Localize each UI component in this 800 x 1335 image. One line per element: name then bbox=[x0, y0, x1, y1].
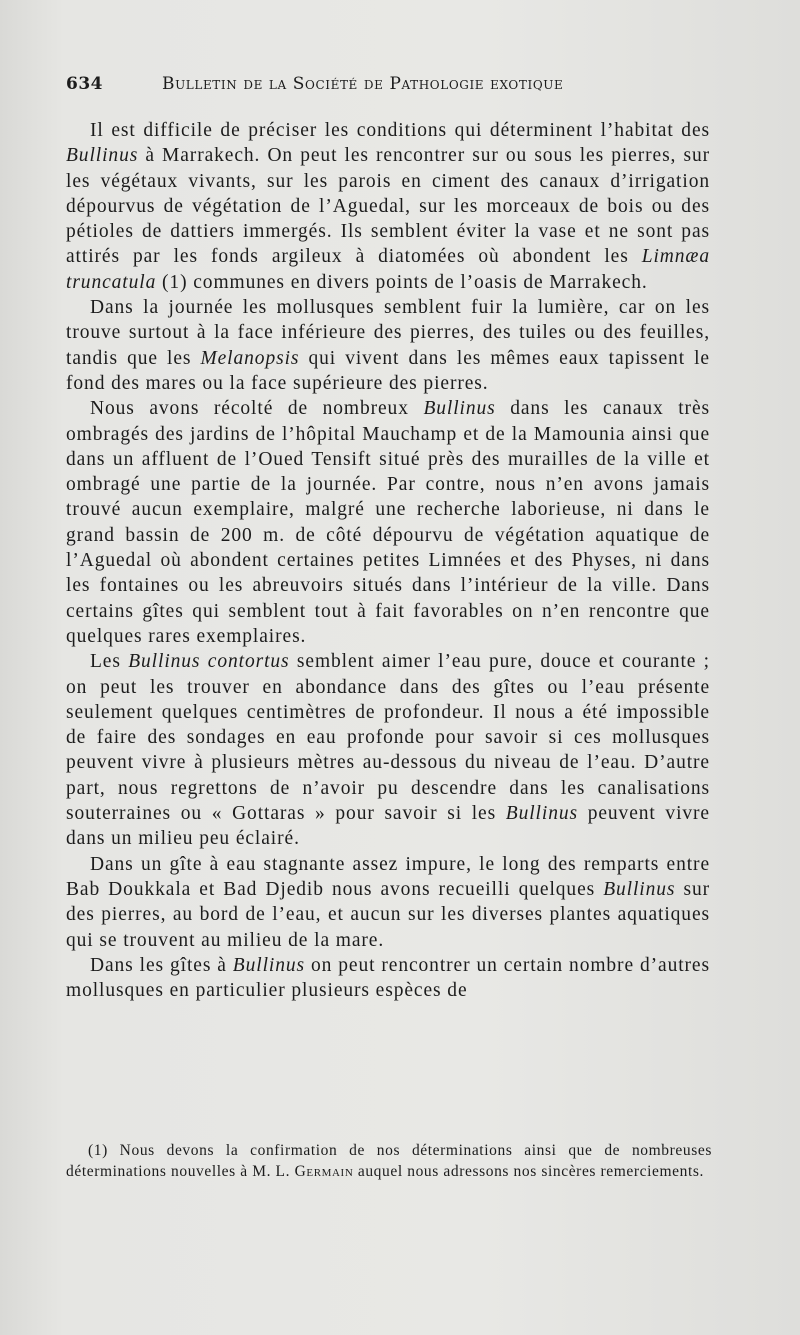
text-run: sur des pierres, au bord de l’eau, et aucun sur les diverses plantes aquatiques qui se trouvent au milieu de la mare. bbox=[66, 878, 710, 951]
paragraph bbox=[66, 852, 710, 953]
paragraph bbox=[66, 118, 710, 295]
paragraph bbox=[66, 295, 710, 396]
text-run: Nous avons récolté de nombreux bbox=[90, 398, 424, 420]
text-run: dans les canaux très ombragés des jardins de l’hôpital Mauchamp et de la Mamounia ainsi que dans un affluent de l’Oued Tensift situé près des murailles de la ville et ombragé une partie de la journée. Par contre, nous n’en avons jamais trouvé aucun exemplaire, malgré une recherche laborieuse, ni dans le grand bassin de 200 m. de côté dépourvu de végétation aquatique de l’Aguedal où abondent certaines petites Limnées et des Physes, ni dans les fontaines ou les abreuvoirs situés dans l’intérieur de la ville. Dans certains gîtes qui semblent tout à fait favorables on n’en rencontre que quelques rares exemplaires. bbox=[66, 398, 710, 647]
text-run: Les bbox=[90, 651, 129, 673]
text-run: peuvent vivre dans un milieu peu éclairé. bbox=[66, 803, 710, 850]
author-name: Germain bbox=[294, 1163, 354, 1180]
italic-species-name: Bullinus bbox=[66, 145, 139, 167]
italic-species-name: Limnæa truncatula bbox=[66, 246, 710, 293]
footnote-text bbox=[66, 1140, 712, 1182]
page-number: 634 bbox=[66, 74, 103, 94]
italic-species-name: Bullinus contortus bbox=[128, 651, 290, 673]
text-run: Dans un gîte à eau stagnante assez impure, le long des remparts entre Bab Doukkala et Bad Djedib nous avons recueilli quelques bbox=[66, 853, 710, 900]
italic-species-name: Melanopsis bbox=[200, 347, 300, 369]
text-run: Dans les gîtes à bbox=[90, 954, 233, 976]
journal-title: Bulletin de la Société de Pathologie exotique bbox=[162, 74, 564, 94]
body-text bbox=[66, 118, 710, 1003]
text-run: à Marrakech. On peut les rencontrer sur ou sous les pierres, sur les végétaux vivants, sur les parois en ciment des canaux d’irrigation dépourvus de végétation de l’Aguedal, sur les morceaux de bois ou des pétioles de dattiers immergés. Ils semblent éviter la vase et ne sont pas attirés par les fonds argileux à diatomées où abondent les bbox=[66, 145, 710, 268]
italic-species-name: Bullinus bbox=[603, 878, 676, 900]
text-run: on peut rencontrer un certain nombre d’autres mollusques en particulier plusieurs espèces de bbox=[66, 954, 710, 1002]
text-run: (1) communes en divers points de l’oasis de Marrakech. bbox=[156, 271, 648, 293]
paragraph bbox=[66, 953, 710, 1004]
italic-species-name: Bullinus bbox=[505, 803, 578, 825]
paragraph bbox=[66, 649, 710, 851]
text-run: Il est difficile de préciser les conditions qui déterminent l’habitat des bbox=[90, 120, 710, 141]
paragraph bbox=[66, 396, 710, 649]
text-run: Dans la journée les mollusques semblent fuir la lumière, car on les trouve surtout à la face inférieure des pierres, des tuiles ou des feuilles, tandis que les bbox=[66, 297, 710, 369]
italic-species-name: Bullinus bbox=[232, 954, 305, 976]
text-run: auquel nous adressons nos sincères remerciements. bbox=[353, 1163, 705, 1180]
text-run: (1) Nous devons la confirmation de nos déterminations ainsi que de nombreuses déterminations nouvelles à M. L. bbox=[66, 1142, 712, 1180]
running-header bbox=[66, 74, 746, 94]
italic-species-name: Bullinus bbox=[423, 398, 496, 420]
footnote bbox=[66, 1140, 712, 1182]
text-run: semblent aimer l’eau pure, douce et courante ; on peut les trouver en abondance dans des gîtes ou l’eau présente seulement quelques centimètres de profondeur. Il nous a été impossible de faire des sondages en eau profonde pour savoir si ces mollusques peuvent vivre à plusieurs mètres au-dessous du niveau de l’eau. D’autre part, nous regrettons de n’avoir pu descendre dans les canalisations souterraines ou « Gottaras » pour savoir si les bbox=[66, 651, 711, 825]
text-run: qui vivent dans les mêmes eaux tapissent le fond des mares ou la face supérieure des pierres. bbox=[66, 347, 710, 394]
